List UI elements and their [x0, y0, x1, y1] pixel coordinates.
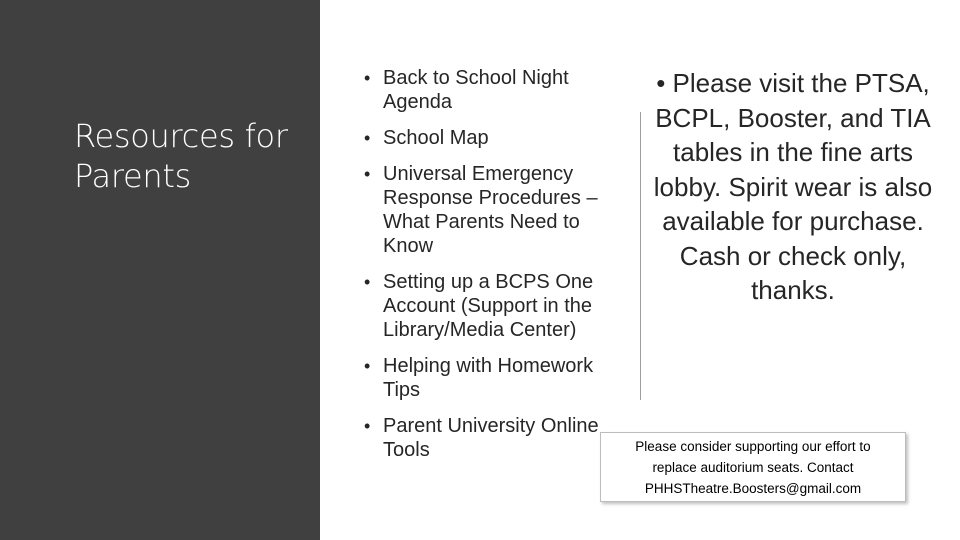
slide-title: Resources for Parents	[74, 117, 288, 195]
resource-item: • Setting up a BCPS One Account (Support in the Library/Media Center)	[364, 270, 634, 342]
resource-item: • School Map	[364, 126, 634, 150]
resource-item: • Helping with Homework Tips	[364, 354, 634, 402]
tables-callout: • Please visit the PTSA, BCPL, Booster, and TIA tables in the fine arts lobby. Spirit wear is also available for purchase. Cash or check only, thanks.	[653, 68, 933, 305]
resource-list	[364, 66, 634, 474]
contact-email: PHHSTheatre.Boosters@gmail.com	[644, 481, 862, 496]
left-title-panel	[0, 0, 320, 540]
seat-donation-note	[600, 432, 906, 502]
resource-item: • Parent University Online Tools	[364, 414, 634, 462]
note-line: Please consider supporting our effort to	[635, 439, 871, 454]
note-line: replace auditorium seats. Contact	[652, 460, 854, 475]
resource-item: • Back to School Night Agenda	[364, 66, 634, 114]
column-divider	[640, 112, 641, 400]
resource-item: • Universal Emergency Response Procedures – What Parents Need to Know	[364, 162, 634, 258]
